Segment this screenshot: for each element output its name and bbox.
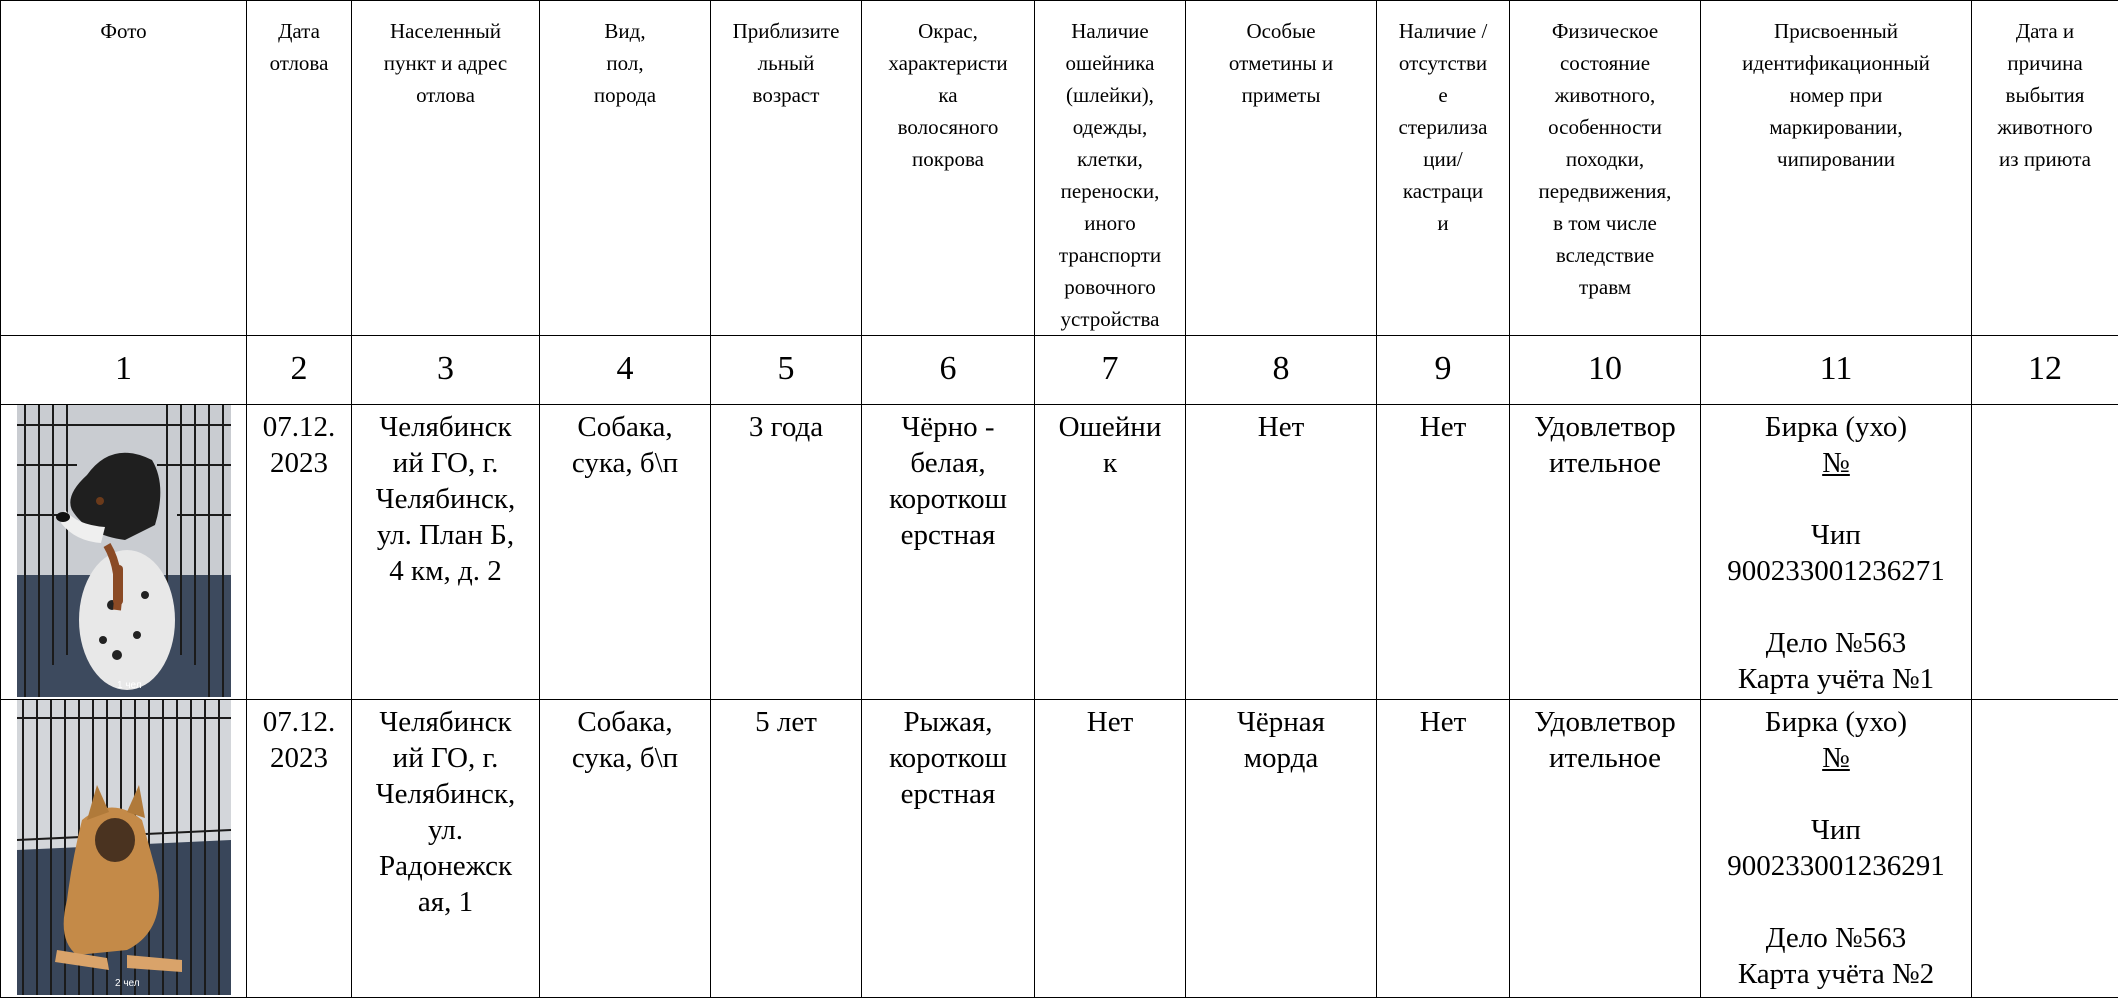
column-number: 6 [862,336,1035,405]
header-coat: Окрас, характеристи ка волосяного покрова [862,1,1035,336]
dog-in-cage-image [17,405,231,697]
header-capture-address: Населенный пункт и адрес отлова [352,1,540,336]
collar-cell: Нет [1035,700,1186,998]
exit-cell [1972,700,2118,998]
header-row [1,1,2118,336]
column-number: 10 [1510,336,1701,405]
column-number: 4 [540,336,711,405]
condition-cell: Удовлетвор ительное [1510,700,1701,998]
column-number: 2 [247,336,352,405]
photo-caption: 2 чел [115,978,140,989]
dog-in-cage-image [17,700,231,995]
column-number: 3 [352,336,540,405]
header-exit: Дата и причина выбытия животного из приюта [1972,1,2118,336]
capture-date-cell: 07.12. 2023 [247,405,352,700]
column-number-row [1,336,2118,405]
header-photo: Фото [1,1,247,336]
column-number: 7 [1035,336,1186,405]
column-number: 11 [1701,336,1972,405]
header-capture-date: Дата отлова [247,1,352,336]
age-cell: 3 года [711,405,862,700]
header-identification: Присвоенный идентификационный номер при маркировании, чипировании [1701,1,1972,336]
column-number: 9 [1377,336,1510,405]
species-cell: Собака, сука, б\п [540,405,711,700]
capture-address-cell: Челябинск ий ГО, г. Челябинск, ул. План Б, 4 км, д. 2 [352,405,540,700]
table-row [1,700,2118,998]
age-cell: 5 лет [711,700,862,998]
column-number: 5 [711,336,862,405]
column-number: 8 [1186,336,1377,405]
header-species: Вид, пол, порода [540,1,711,336]
coat-cell: Чёрно - белая, короткош ерстная [862,405,1035,700]
header-condition: Физическое состояние животного, особенности походки, передвижения, в том числе вследствие травм [1510,1,1701,336]
photo-cell [1,405,247,700]
exit-cell [1972,405,2118,700]
capture-date-cell: 07.12. 2023 [247,700,352,998]
header-collar: Наличие ошейника (шлейки), одежды, клетки, переноски, иного транспорти ровочного устройства [1035,1,1186,336]
dog-photo [17,700,231,997]
marks-cell: Нет [1186,405,1377,700]
species-cell: Собака, сука, б\п [540,700,711,998]
dog-photo [17,405,231,699]
photo-caption: 1 чел [117,680,142,691]
header-marks: Особые отметины и приметы [1186,1,1377,336]
column-number: 12 [1972,336,2118,405]
header-age: Приблизите льный возраст [711,1,862,336]
collar-cell: Ошейни к [1035,405,1186,700]
header-sterilization: Наличие / отсутстви е стерилиза ции/ кастраци и [1377,1,1510,336]
condition-cell: Удовлетвор ительное [1510,405,1701,700]
sterilization-cell: Нет [1377,700,1510,998]
table-row [1,405,2118,700]
identification-cell: Бирка (ухо) № Чип 900233001236291 Дело №563 Карта учёта №2 [1701,700,1972,998]
coat-cell: Рыжая, короткош ерстная [862,700,1035,998]
capture-address-cell: Челябинск ий ГО, г. Челябинск, ул. Радонежск ая, 1 [352,700,540,998]
sterilization-cell: Нет [1377,405,1510,700]
identification-cell: Бирка (ухо) № Чип 900233001236271 Дело №563 Карта учёта №1 [1701,405,1972,700]
column-number: 1 [1,336,247,405]
photo-cell [1,700,247,998]
marks-cell: Чёрная морда [1186,700,1377,998]
